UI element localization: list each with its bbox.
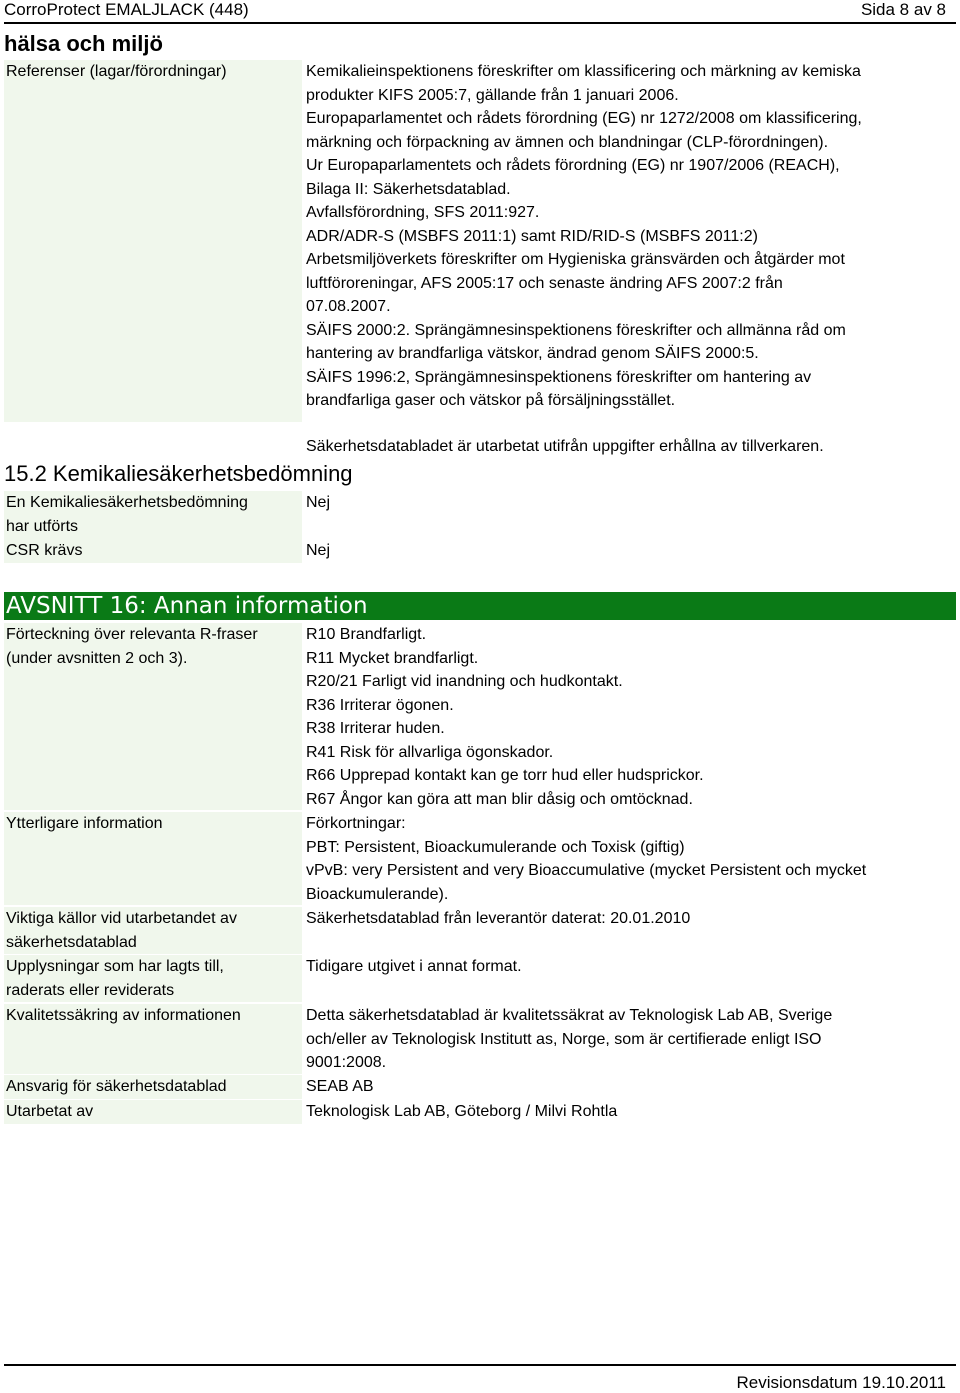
more-info-label: Ytterligare information (6, 815, 163, 832)
list-item: R66 Upprepad kontakt kan ge torr hud eller hudsprickor. (306, 767, 704, 784)
section-16-banner (4, 592, 956, 620)
text-line: Bioackumulerande). (306, 885, 449, 903)
list-item: R11 Mycket brandfarligt. (306, 649, 479, 667)
document-title: CorroProtect EMALJLACK (448) (4, 0, 249, 19)
footer-divider (4, 1364, 956, 1366)
prepared-by-label-cell (4, 1100, 302, 1124)
text-line: 07.08.2007. (306, 298, 391, 315)
prepared-by-label: Utarbetat av (6, 1103, 94, 1120)
csa-label-line: har utförts (6, 517, 79, 535)
text-line: hantering av brandfarliga vätskor, ändrad genom SÄIFS 2000:5. (306, 345, 759, 362)
csr-value: Nej (306, 542, 331, 559)
references-label: Referenser (lagar/förordningar) (6, 63, 227, 80)
responsible-text: SEAB AB (306, 1078, 374, 1095)
revision-date: Revisionsdatum 19.10.2011 (736, 1373, 946, 1392)
page-number: Sida 8 av 8 (860, 0, 946, 19)
rphrases-list (306, 623, 956, 811)
list-item: R36 Irriterar ögonen. (306, 696, 454, 714)
text-line: Detta säkerhetsdatablad är kvalitetssäkrat av Teknologisk Lab AB, Sverige (306, 1007, 833, 1024)
text-line: produkter KIFS 2005:7, gällande från 1 januari 2006. (306, 86, 679, 104)
text-line: vPvB: very Persistent and very Bioaccumulative (mycket Persistent och mycket (306, 862, 867, 879)
quality-label: Kvalitetssäkring av informationen (6, 1007, 241, 1024)
text-line: PBT: Persistent, Bioackumulerande och Toxisk (giftig) (306, 838, 685, 856)
csa-label-cell (4, 491, 302, 539)
prepared-by-text: Teknologisk Lab AB, Göteborg / Milvi Rohtla (306, 1103, 618, 1120)
text-line: Ur Europaparlamentets och rådets förordning (EG) nr 1907/2006 (REACH), (306, 157, 840, 174)
list-item: R38 Irriterar huden. (306, 720, 445, 737)
text-line: Avfallsförordning, SFS 2011:927. (306, 204, 540, 221)
text-line: luftföroreningar, AFS 2005:17 och senaste ändring AFS 2007:2 från (306, 274, 783, 292)
text-line: Kemikalieinspektionens föreskrifter om klassificering och märkning av kemiska (306, 63, 861, 80)
responsible-label: Ansvarig för säkerhetsdatablad (6, 1078, 227, 1095)
sources-label-cell (4, 907, 302, 954)
references-note: Säkerhetsdatabladet är utarbetat utifrån uppgifter erhållna av tillverkaren. (306, 438, 824, 455)
text-line: Arbetsmiljöverkets föreskrifter om Hygieniska gränsvärden och åtgärder mot (306, 251, 845, 268)
changes-text: Tidigare utgivet i annat format. (306, 958, 522, 975)
section-16-title: AVSNITT 16: Annan information (6, 593, 368, 619)
csr-label-cell (4, 539, 302, 563)
more-info-text (306, 812, 956, 906)
quality-text (306, 1004, 956, 1075)
text-line: Bilaga II: Säkerhetsdatablad. (306, 180, 511, 198)
references-label-cell (4, 60, 302, 422)
rphrases-label-line: (under avsnitten 2 och 3). (6, 649, 188, 667)
rphrases-label-line: Förteckning över relevanta R-fraser (6, 626, 258, 643)
csr-label: CSR krävs (6, 542, 83, 559)
changes-label-cell (4, 955, 302, 1002)
sources-label-line: säkerhetsdatablad (6, 933, 137, 951)
text-line: ADR/ADR-S (MSBFS 2011:1) samt RID/RID-S (MSBFS 2011:2) (306, 227, 758, 245)
list-item: R10 Brandfarligt. (306, 626, 427, 643)
responsible-label-cell (4, 1075, 302, 1099)
text-line: brandfarliga gaser och vätskor på försäljningsstället. (306, 392, 676, 409)
text-line: märkning och förpackning av ämnen och blandningar (CLP-förordningen). (306, 133, 829, 151)
text-line: Europaparlamentet och rådets förordning (EG) nr 1272/2008 om klassificering, (306, 110, 862, 127)
more-info-label-cell (4, 812, 302, 905)
text-line: SÄIFS 2000:2. Sprängämnesinspektionens föreskrifter och allmänna råd om (306, 321, 846, 339)
changes-label-line: Upplysningar som har lagts till, (6, 958, 224, 975)
text-line: Förkortningar: (306, 815, 406, 832)
section-subtitle: hälsa och miljö (4, 31, 163, 56)
list-item: R41 Risk för allvarliga ögonskador. (306, 743, 554, 761)
text-line: 9001:2008. (306, 1054, 387, 1071)
rphrases-label-cell (4, 623, 302, 810)
header-divider (4, 22, 956, 24)
quality-label-cell (4, 1004, 302, 1074)
text-line: och/eller av Teknologisk Institutt as, Norge, som är certifierade enligt ISO (306, 1030, 822, 1048)
list-item: R67 Ångor kan göra att man blir dåsig och omtöcknad. (306, 790, 693, 808)
csa-value: Nej (306, 494, 331, 511)
csa-label-line: En Kemikaliesäkerhetsbedömning (6, 494, 248, 511)
section-15-2-title: 15.2 Kemikaliesäkerhetsbedömning (4, 461, 353, 486)
changes-label-line: raderats eller reviderats (6, 981, 175, 999)
sources-label-line: Viktiga källor vid utarbetandet av (6, 910, 237, 927)
text-line: SÄIFS 1996:2, Sprängämnesinspektionens föreskrifter om hantering av (306, 368, 812, 386)
references-text (306, 60, 956, 413)
list-item: R20/21 Farligt vid inandning och hudkontakt. (306, 673, 623, 690)
sources-text: Säkerhetsdatablad från leverantör daterat: 20.01.2010 (306, 910, 691, 927)
